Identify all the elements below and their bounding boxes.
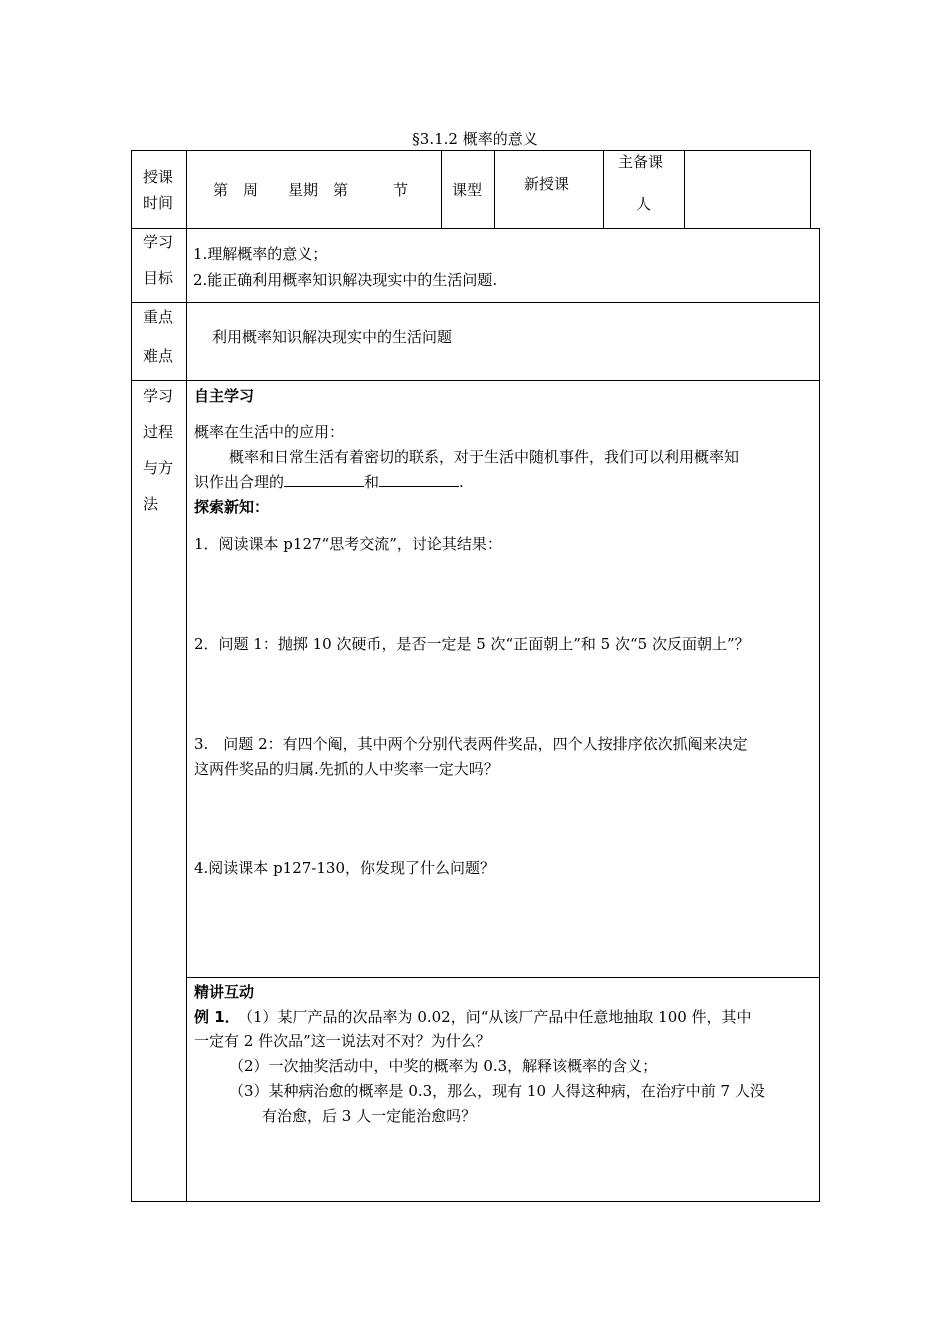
type-value: 新授课 (524, 175, 570, 193)
example-2: （2）一次抽奖活动中，中奖的概率为 0.3，解释该概率的含义； (229, 1057, 658, 1075)
process-label-2: 过程 (143, 423, 174, 441)
answer-blank-1[interactable] (284, 472, 364, 487)
keypoints-text: 利用概率知识解决现实中的生活问题 (212, 328, 453, 346)
process-label-3: 与方 (143, 459, 174, 477)
self-study-para: 概率和日常生活有着密切的联系，对于生活中随机事件，我们可以利用概率知 (229, 448, 740, 466)
goal-item: 2.能正确利用概率知识解决现实中的生活问题. (193, 271, 498, 289)
question-4: 4.阅读课本 p127-130，你发现了什么问题？ (194, 859, 496, 877)
keypoints-label-2: 难点 (143, 347, 174, 365)
time-label-2: 时间 (143, 194, 174, 212)
page-title: §3.1.2 概率的意义 (412, 130, 538, 148)
example-1: （1）某厂产品的次品率为 0.02，问“从该厂产品中任意地抽取 100 件，其中 (238, 1008, 752, 1026)
keypoints-label: 重点 (143, 308, 174, 326)
question-3-line2: 这两件奖品的归属.先抓的人中奖率一定大吗？ (194, 760, 499, 778)
goals-label-2: 目标 (143, 269, 174, 287)
self-study-sub: 概率在生活中的应用： (194, 423, 345, 441)
para-text-b: 和 (364, 473, 380, 491)
self-study-heading: 自主学习 (194, 387, 255, 405)
example-3: （3）某种病治愈的概率是 0.3，那么，现有 10 人得这种病，在治疗中前 7 人没 (229, 1082, 765, 1100)
time-label: 授课 (143, 168, 174, 186)
para-text-c: . (459, 473, 464, 491)
goal-item: 1.理解概率的意义； (193, 245, 328, 263)
self-study-para-line2 (194, 472, 464, 492)
answer-blank-2[interactable] (379, 472, 459, 487)
preparer-label-2: 人 (636, 195, 652, 213)
question-1: 1．阅读课本 p127“思考交流”，讨论其结果： (194, 535, 502, 553)
interaction-heading: 精讲互动 (194, 983, 255, 1001)
preparer-label: 主备课 (618, 153, 664, 171)
process-label-4: 法 (143, 495, 159, 513)
question-2: 2．问题 1：抛掷 10 次硬币，是否一定是 5 次“正面朝上”和 5 次“5 次反面朝上”？ (194, 635, 750, 653)
example-1-line2: 一定有 2 件次品”这一说法对不对？为什么？ (194, 1032, 491, 1050)
explore-heading: 探索新知： (194, 498, 270, 516)
process-label: 学习 (143, 387, 174, 405)
example-label: 例 1． (194, 1008, 240, 1026)
question-3: 3. 问题 2：有四个阄，其中两个分别代表两件奖品，四个人按排序依次抓阄来决定 (194, 735, 748, 753)
type-label: 课型 (452, 181, 483, 199)
goals-label: 学习 (143, 233, 174, 251)
para-text-a: 识作出合理的 (194, 473, 285, 491)
example-3-line2: 有治愈，后 3 人一定能治愈吗？ (262, 1107, 477, 1125)
time-value: 第 周 星期 第 节 (213, 181, 409, 199)
